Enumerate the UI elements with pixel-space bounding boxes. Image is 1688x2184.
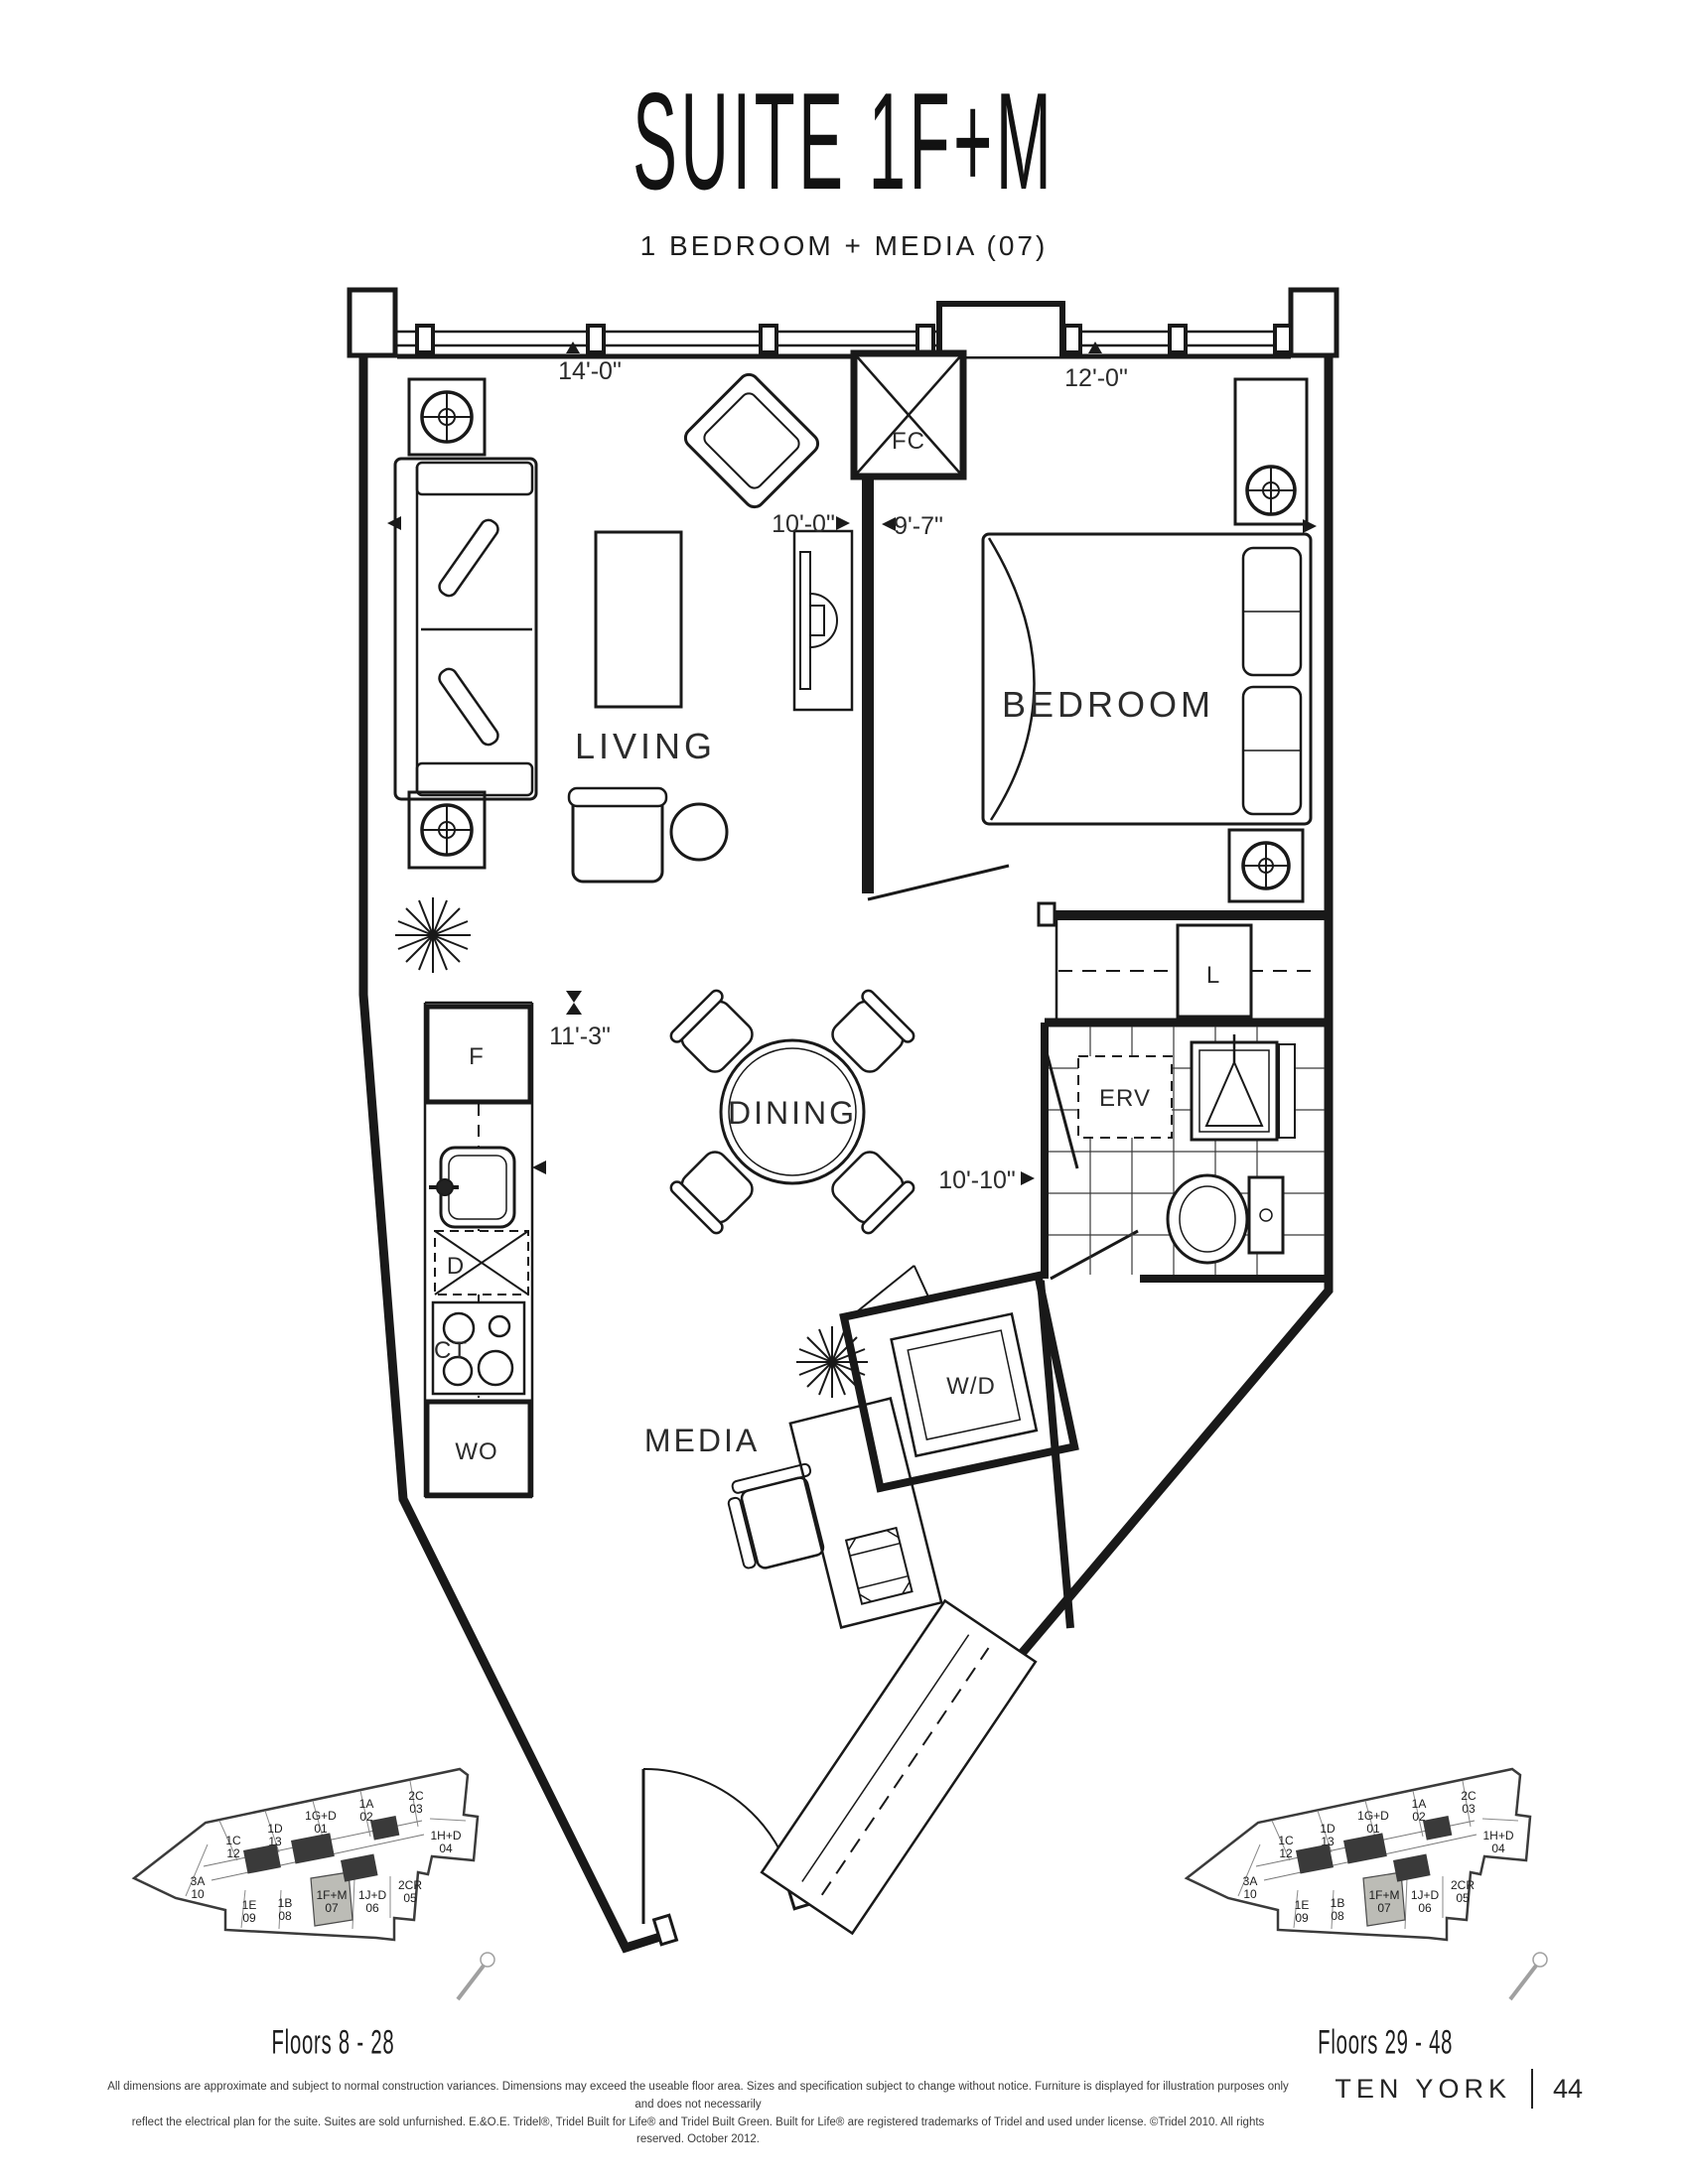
- kitchen: [425, 1003, 532, 1497]
- keyplan-suite-unit: 04: [439, 1842, 453, 1855]
- keyplan-suite-unit: 09: [242, 1911, 256, 1925]
- keyplan-suite-unit: 06: [1418, 1901, 1432, 1915]
- shower-icon: [1192, 1034, 1295, 1140]
- fan-coil-label: FC: [892, 428, 925, 455]
- keyplan-suite-code: 3A: [1242, 1874, 1258, 1888]
- compass-icon: [458, 1953, 494, 1999]
- living-label: LIVING: [574, 726, 717, 766]
- dining-label: DINING: [728, 1095, 857, 1131]
- erv-label: ERV: [1099, 1085, 1151, 1112]
- keyplan-suite-code: 1G+D: [305, 1809, 337, 1823]
- keyplan-suite-unit: 07: [325, 1901, 339, 1915]
- keyplan-suite-code: 1A: [358, 1797, 374, 1811]
- nightstand-lamp-icon: [1229, 830, 1303, 901]
- keyplan-caption: Floors 8 - 28: [271, 2022, 394, 2062]
- keyplan-suite-unit: 03: [1462, 1802, 1476, 1816]
- keyplan-suite-code: 2C: [408, 1789, 424, 1803]
- keyplan-suite-code: 1F+M: [316, 1888, 348, 1902]
- keyplan-suite-code: 1D: [267, 1822, 283, 1836]
- keyplan-suite-unit: 03: [409, 1802, 423, 1816]
- dishwasher-label: D: [446, 1253, 466, 1280]
- keyplan-suite-code: 1E: [241, 1898, 257, 1912]
- armchair-icon: [681, 370, 821, 510]
- keyplan-suite-code: 3A: [190, 1874, 206, 1888]
- keyplan-suite-unit: 10: [1243, 1887, 1257, 1901]
- keyplan-suite-unit: 08: [278, 1909, 292, 1923]
- keyplan-drawing: [1177, 1749, 1574, 2009]
- sofa-icon: [395, 459, 536, 799]
- keyplan-suite-unit: 05: [403, 1891, 417, 1905]
- end-table-lamp-icon: [409, 379, 485, 455]
- dim-living-depth: 10'-0": [772, 510, 835, 538]
- dim-bedroom-width: 12'-0": [1064, 364, 1128, 392]
- fridge-label: F: [469, 1043, 485, 1070]
- entry-closet: [762, 1600, 1036, 1933]
- keyplan-suite-unit: 02: [1412, 1810, 1426, 1824]
- brand-pagenumber: [1335, 2069, 1583, 2109]
- keyplan-suite-unit: 09: [1295, 1911, 1309, 1925]
- keyplan-suite-unit: 06: [365, 1901, 379, 1915]
- keyplan-suite-code: 1A: [1411, 1797, 1427, 1811]
- dim-living-width: 14'-0": [558, 357, 622, 385]
- keyplan-suite-unit: 13: [1321, 1835, 1335, 1848]
- linen-label: L: [1205, 962, 1221, 989]
- fan-coil-closet: [854, 353, 963, 477]
- keyplan-suite-code: 1B: [1330, 1896, 1345, 1910]
- keyplan-suite-code: 1C: [225, 1834, 241, 1847]
- keyplan-caption: Floors 29 - 48: [1317, 2022, 1454, 2062]
- keyplan-suite-code: 1F+M: [1368, 1888, 1400, 1902]
- sink-icon: [429, 1148, 514, 1227]
- keyplan-suite-unit: 02: [359, 1810, 373, 1824]
- nightstand-lamp-icon: [1235, 379, 1307, 524]
- bed-icon: [983, 534, 1311, 824]
- accent-chair-icon: [569, 788, 666, 882]
- keyplan-upper-floors: [1177, 1749, 1594, 2062]
- keyplan-suite-unit: 08: [1331, 1909, 1344, 1923]
- dim-kitchen-length: 11'-3": [549, 1023, 611, 1050]
- suite-title: SUITE 1F+M: [633, 65, 1055, 219]
- bedroom-label: BEDROOM: [1001, 684, 1215, 725]
- keyplan-suite-code: 1H+D: [1482, 1829, 1514, 1843]
- disclaimer-line-1: All dimensions are approximate and subject to normal construction variances. Dimensions may exceed the useable floor area. Sizes and specification subject to change without notice. Furniture is displayed for illustration purposes only and does not necessarily: [107, 2081, 1289, 2111]
- keyplan-suite-code: 1C: [1278, 1834, 1294, 1847]
- keyplan-suite-unit: 04: [1491, 1842, 1505, 1855]
- media-label: MEDIA: [643, 1423, 761, 1458]
- keyplan-suite-code: 1B: [277, 1896, 293, 1910]
- coffee-table-icon: [596, 532, 681, 707]
- cooktop-label: CT: [434, 1337, 468, 1364]
- brand-divider: [1531, 2069, 1533, 2109]
- brand-name: TEN YORK: [1335, 2073, 1511, 2104]
- keyplan-suite-unit: 01: [314, 1822, 328, 1836]
- keyplan-suite-code: 1H+D: [430, 1829, 462, 1843]
- washer-dryer-closet: [836, 1241, 1074, 1488]
- keyplan-suite-unit: 07: [1377, 1901, 1391, 1915]
- keyplan-suite-code: 2CR: [397, 1878, 423, 1892]
- keyplan-suite-unit: 12: [226, 1846, 240, 1860]
- washer-dryer-label: W/D: [946, 1373, 996, 1400]
- toilet-icon: [1168, 1175, 1283, 1263]
- keyplan-lower-floors: [124, 1749, 541, 2062]
- dim-lower-width: 10'-10": [938, 1166, 1016, 1194]
- keyplan-drawing: [124, 1749, 521, 2009]
- keyplan-suite-code: 1J+D: [357, 1888, 387, 1902]
- side-table-icon: [671, 804, 727, 860]
- disclaimer: [107, 2079, 1289, 2149]
- keyplan-suite-code: 2C: [1461, 1789, 1477, 1803]
- plant-icon: [395, 897, 471, 973]
- keyplan-suite-unit: 13: [268, 1835, 282, 1848]
- suite-subtitle: 1 BEDROOM + MEDIA (07): [639, 230, 1049, 261]
- keyplan-suite-unit: 12: [1279, 1846, 1293, 1860]
- wall-oven-label: WO: [455, 1438, 498, 1465]
- keyplan-suite-code: 1E: [1294, 1898, 1310, 1912]
- dim-bedroom-depth: 9'-7": [894, 512, 943, 540]
- compass-icon: [1510, 1953, 1547, 1999]
- keyplan-suite-code: 2CR: [1450, 1878, 1476, 1892]
- page-number: 44: [1552, 2073, 1583, 2104]
- keyplan-suite-unit: 01: [1366, 1822, 1380, 1836]
- keyplan-suite-code: 1G+D: [1357, 1809, 1389, 1823]
- keyplan-suite-code: 1D: [1320, 1822, 1336, 1836]
- window-band: [397, 326, 1291, 352]
- keyplan-suite-code: 1J+D: [1410, 1888, 1440, 1902]
- bedroom-closet: [1056, 919, 1321, 1021]
- keyplan-suite-unit: 05: [1456, 1891, 1470, 1905]
- keyplan-suite-unit: 10: [191, 1887, 205, 1901]
- bathroom: [1047, 1026, 1325, 1275]
- end-table-lamp-icon: [409, 792, 485, 868]
- disclaimer-line-2: reflect the electrical plan for the suite. Suites are sold unfurnished. E.&O.E. Tridel®, Tridel Built for Life® and Tridel Built Green. Built for Life® are registered trademarks of Tridel and used under license. ©Tridel 2010. All rights reserved. October 2012.: [131, 2116, 1265, 2146]
- tv-console-icon: [794, 531, 852, 710]
